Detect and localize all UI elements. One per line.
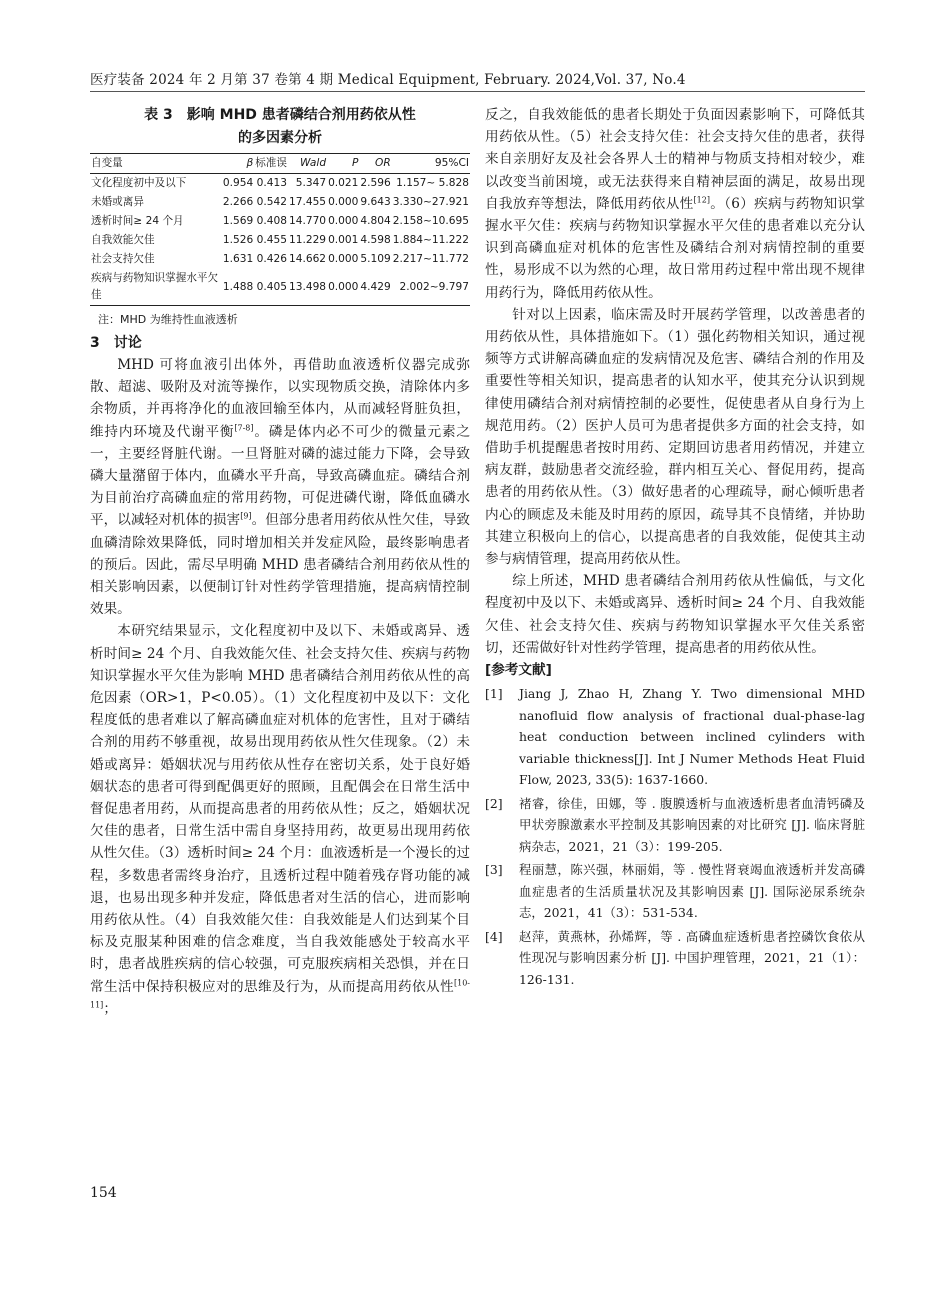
table-row [90, 212, 470, 231]
table-row [90, 174, 470, 194]
table-cell: 文化程度初中及以下 [91, 177, 187, 189]
multivariate-table [90, 153, 470, 306]
table-cell: 4.804 [360, 215, 391, 227]
table-row [90, 231, 470, 250]
reference-number: [4] [485, 928, 503, 944]
table-cell: 1.526 [222, 234, 254, 246]
references-list [485, 683, 865, 990]
table-cell: 0.413 [256, 177, 287, 189]
table-cell: 4.429 [359, 269, 391, 306]
reference-text: 褚睿，徐佳，田娜，等 . 腹膜透析与血液透析患者血清钙磷及甲状旁腺激素水平控制及其影响因素的对比研究 [J]. 临床肾脏病杂志，2021，21（3）：199-205. [519, 795, 865, 854]
body-paragraph [90, 354, 470, 620]
table-row [90, 193, 470, 212]
table-cell: 11.229 [288, 234, 327, 246]
table-cell: 17.455 [288, 196, 327, 208]
table-cell: 1.631 [222, 253, 254, 265]
table-cell: 0.542 [256, 196, 287, 208]
citation-marker: [12] [693, 195, 710, 205]
reference-number: [2] [485, 795, 503, 811]
table-cell: 9.643 [360, 196, 391, 208]
table-cell: 14.770 [288, 215, 327, 227]
table-body [90, 174, 470, 306]
table-caption [90, 104, 470, 150]
citation-marker: [9] [240, 511, 252, 521]
paragraph-text: 反之，自我效能低的患者长期处于负面因素影响下，可降低其用药依从性。（5）社会支持欠佳：社会支持欠佳的患者，获得来自亲朋好友及社会各界人士的精神与物质支持相对较少，难以改变当前困境，或无法获得来自精神层面的满足，故易出现自我放弃等想法，降低用药依从性 [485, 107, 865, 212]
reference-item [485, 926, 865, 991]
col-header-se: 标准误 [254, 154, 288, 174]
table-row [90, 269, 470, 306]
body-paragraph [485, 104, 865, 304]
table-cell: 0.001 [328, 234, 359, 246]
reference-item [485, 859, 865, 924]
col-header-or: OR [359, 154, 391, 174]
reference-number: [1] [485, 686, 503, 702]
body-paragraph [485, 570, 865, 659]
table-cell: 1.157~ 5.828 [396, 177, 469, 189]
table-header [90, 154, 470, 174]
reference-item [485, 793, 865, 858]
table-caption-line2: 的多因素分析 [238, 130, 322, 146]
right-column [485, 104, 865, 990]
table-cell: 2.158~10.695 [392, 215, 469, 227]
paragraph-text: 针对以上因素，临床需及时开展药学管理，以改善患者的用药依从性，具体措施如下。（1）强化药物相关知识，通过视频等方式讲解高磷血症的发病情况及危害、磷结合剂的作用及重要性等相关知识，提高患者的认知水平，使其充分认识到规律使用磷结合剂对病情控制的必要性，促使患者从自身行为上规范用药。（2）医护人员可为患者提供多方面的社会支持，如借助手机提醒患者按时用药、定期回访患者用药情况，并建立病友群，鼓励患者交流经验，群内相互关心、督促用药，提高患者的用药依从性。（3）做好患者的心理疏导，耐心倾听患者内心的顾虑及未能及时用药的原因，疏导其不良情绪，并协助其建立积极向上的信心，以提高患者的自我效能，促使其主动参与病情管理，提高用药依从性。 [485, 306, 865, 568]
table-cell: 未婚或离异 [91, 196, 144, 208]
table-cell: 4.598 [360, 234, 391, 246]
table-cell: 疾病与药物知识掌握水平欠佳 [90, 269, 222, 306]
paragraph-text: ； [103, 1000, 117, 1017]
header-rule [90, 91, 865, 92]
table-cell: 0.021 [328, 177, 359, 189]
reference-text: 程丽慧，陈兴强，林丽娟，等 . 慢性肾衰竭血液透析并发高磷血症患者的生活质量状况及其影响因素 [J]. 国际泌尿系统杂志，2021，41（3）：531-534. [519, 862, 865, 921]
table-cell: 透析时间≥ 24 个月 [91, 215, 184, 227]
paragraph-text: 。但部分患者用药依从性欠佳，导致血磷清除效果降低，同时增加相关并发症风险，最终影响患者的预后。因此，需尽早明确 MHD 患者磷结合剂用药依从性的相关影响因素，以便制订针对性药学管理措施，提高病情控制效果。 [90, 512, 471, 618]
table-cell: 2.217~11.772 [392, 253, 469, 265]
table-cell: 自我效能欠佳 [91, 234, 155, 246]
citation-marker: [7-8] [234, 423, 254, 433]
col-header-beta: β [222, 154, 254, 174]
col-header-wald: Wald [288, 154, 327, 174]
table-cell: 0.455 [256, 234, 287, 246]
left-body-text [90, 354, 470, 1020]
paragraph-text: MHD 可将血液引出体外，再借助血液透析仪器完成弥散、超滤、吸附及对流等操作，以实现物质交换，清除体内多余物质，并再将净化的血液回输至体内，从而减轻肾脏负担，维持内环境及代谢平衡 [90, 357, 470, 440]
table-cell: 0.426 [256, 253, 287, 265]
table-cell: 1.488 [222, 269, 254, 306]
table-cell: 14.662 [288, 253, 327, 265]
table-cell: 0.408 [256, 215, 287, 227]
table-cell: 0.000 [328, 196, 359, 208]
table-cell: 2.266 [222, 196, 254, 208]
reference-item [485, 683, 865, 791]
table-cell: 3.330~27.921 [392, 196, 469, 208]
right-body-text [485, 104, 865, 659]
table-cell: 5.347 [295, 177, 327, 189]
table-cell: 1.569 [222, 215, 254, 227]
paragraph-text: 本研究结果显示，文化程度初中及以下、未婚或离异、透析时间≥ 24 个月、自我效能欠佳、社会支持欠佳、疾病与药物知识掌握水平欠佳为影响 MHD 患者磷结合剂用药依从性的高危因素（OR>1，P<0.05）。（1）文化程度初中及以下：文化程度低的患者难以了解高磷血症对机体的危害性，且对于磷结合剂的用药不够重视，故易出现用药依从性欠佳现象。（2）未婚或离异：婚姻状况与用药依从性存在密切关系，处于良好婚姻状态的患者可得到配偶更好的照顾，且配偶会在日常生活中督促患者用药，从而提高患者的用药依从性；反之，婚姻状况欠佳的患者，日常生活中需自身坚持用药，故更易出现用药依从性欠佳。（3）透析时间≥ 24 个月：血液透析是一个漫长的过程，多数患者需终身治疗，且透析过程中随着残存肾功能的减退，也易出现多种并发症，降低患者对生活的信心，进而影响用药依从性。（4）自我效能欠佳：自我效能是人们达到某个目标及克服某种困难的信念难度，当自我效能感处于较高水平时，患者战胜疾病的信心较强，可克服疾病相关恐惧，并在日常生活中保持积极应对的思维及行为，从而提高用药依从性 [90, 623, 470, 995]
paragraph-text: 。（6）疾病与药物知识掌握水平欠佳：疾病与药物知识掌握水平欠佳的患者难以充分认识到高磷血症对机体的危害性及磷结合剂对病情控制的重要性，易形成不以为然的心理，故日常用药过程中常出现不规律用药行为，降低用药依从性。 [485, 195, 865, 301]
section-heading: 3 讨论 [90, 335, 142, 351]
reference-number: [3] [485, 862, 503, 878]
table-cell: 0.000 [328, 215, 359, 227]
body-paragraph [485, 304, 865, 570]
reference-text: 赵萍，黄燕林，孙烯辉，等 . 高磷血症透析患者控磷饮食依从性现况与影响因素分析 [J]. 中国护理管理，2021，21（1）：126-131. [519, 928, 865, 987]
running-header: 医疗装备 2024 年 2 月第 37 卷第 4 期 Medical Equipment, February. 2024,Vol. 37, No.4 [90, 72, 686, 88]
col-header-p: P [327, 154, 359, 174]
table-cell: 0.954 [222, 177, 254, 189]
table-cell: 0.405 [254, 269, 288, 306]
page-number: 154 [90, 1185, 117, 1201]
table-note: 注：MHD 为维持性血液透析 [98, 313, 238, 326]
paragraph-text: 综上所述，MHD 患者磷结合剂用药依从性偏低，与文化程度初中及以下、未婚或离异、透析时间≥ 24 个月、自我效能欠佳、社会支持欠佳、疾病与药物知识掌握水平欠佳关系密切，还需做好针对性药学管理，提高患者的用药依从性。 [485, 573, 865, 656]
reference-text: Jiang J, Zhao H, Zhang Y. Two dimensional MHD nanofluid flow analysis of fractional dual-phase-lag heat conduction between inclined cylinders with variable thickness[J]. Int J Numer Methods Heat Fluid Flow, 2023, 33(5): 1637-1660. [519, 686, 865, 788]
table-cell: 13.498 [288, 269, 327, 306]
body-paragraph [90, 620, 470, 1020]
references-heading: [参考文献] [485, 662, 552, 679]
table-caption-line1: 表 3 影响 MHD 患者磷结合剂用药依从性 [144, 107, 416, 123]
col-header-variable: 自变量 [90, 154, 222, 174]
left-column [90, 104, 470, 1020]
table-cell: 2.596 [360, 177, 391, 189]
table-row [90, 250, 470, 269]
paragraph-text: 。磷是体内必不可少的微量元素之一，主要经肾脏代谢。一旦肾脏对磷的滤过能力下降，会导致磷大量潴留于体内，血磷水平升高，导致高磷血症。磷结合剂为目前治疗高磷血症的常用药物，可促进磷代谢，降低血磷水平，以减轻对机体的损害 [90, 423, 471, 529]
table-cell: 5.109 [360, 253, 391, 265]
table-cell: 0.000 [327, 269, 359, 306]
table-cell: 2.002~9.797 [392, 269, 470, 306]
table-cell: 1.884~11.222 [392, 234, 469, 246]
table-cell: 0.000 [328, 253, 359, 265]
citation-marker: [10-11] [90, 978, 470, 1010]
col-header-ci: 95%CI [392, 154, 470, 174]
table-cell: 社会支持欠佳 [91, 253, 155, 265]
